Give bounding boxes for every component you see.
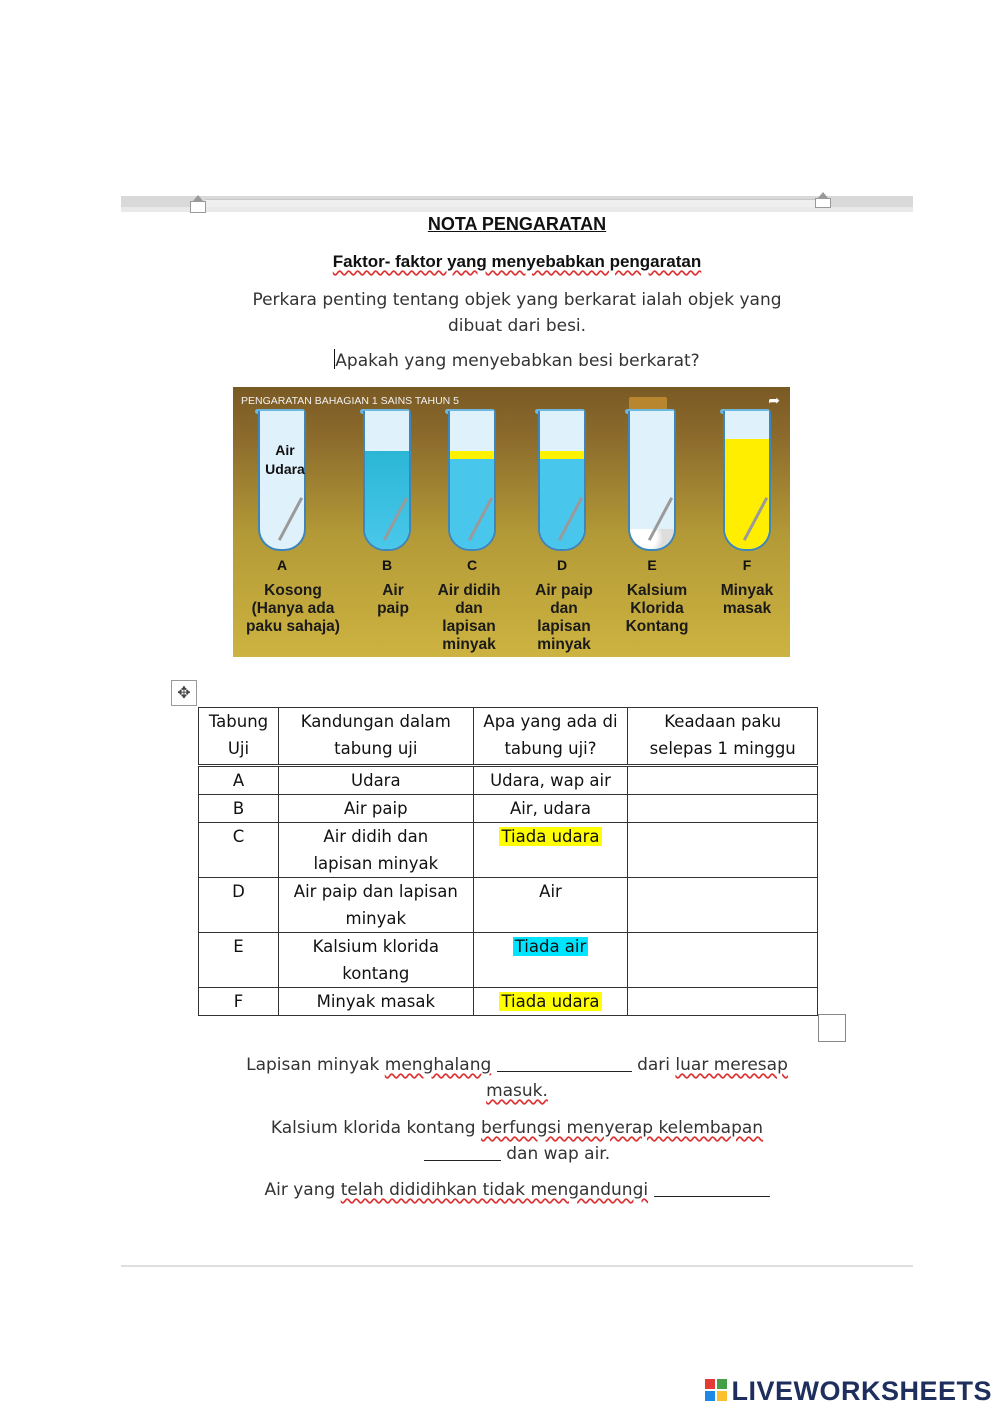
video-title: PENGARATAN BAHAGIAN 1 SAINS TAHUN 5 — [241, 395, 460, 407]
tube-c-label: Air didih dan lapisan minyak — [437, 582, 501, 653]
logo-text: LIVEWORKSHEETS — [731, 1376, 992, 1406]
answer-blank[interactable] — [424, 1144, 501, 1161]
question-line — [121, 348, 913, 374]
table-row — [199, 878, 818, 933]
table-row — [199, 766, 818, 795]
header-state: Keadaan paku selepas 1 minggu — [628, 708, 818, 766]
cell-state[interactable] — [628, 823, 818, 878]
fill-in-sentence-1 — [121, 1052, 913, 1104]
experiment-table — [198, 707, 818, 1016]
sentence-text: Air yang — [264, 1180, 336, 1200]
tube-d-label: Air paip dan lapisan minyak — [535, 582, 593, 653]
table-row — [199, 795, 818, 823]
tube-c — [448, 411, 496, 551]
tube-letter: C — [466, 557, 478, 573]
cell-state[interactable] — [628, 795, 818, 823]
liveworksheets-logo-icon — [705, 1379, 729, 1403]
cell-content: Minyak masak — [278, 988, 473, 1016]
cell-present: Air, udara — [473, 795, 628, 823]
tube-letter: D — [556, 557, 568, 573]
table-row — [199, 988, 818, 1016]
tube-letter: B — [381, 557, 393, 573]
tube-f — [723, 411, 771, 551]
table-header-row — [199, 708, 818, 766]
cell-content: Udara — [278, 766, 473, 795]
cell-content: Kalsium klorida kontang — [278, 933, 473, 988]
fill-in-sentence-2 — [121, 1115, 913, 1167]
tube-e-label: Kalsium Klorida Kontang — [625, 582, 689, 635]
table-move-icon[interactable]: ✥ — [171, 680, 197, 706]
nail-icon — [278, 497, 303, 541]
highlight-no-water: Tiada air — [514, 937, 587, 956]
cell-content: Air paip — [278, 795, 473, 823]
spelling-flagged-word: luar meresap — [675, 1055, 788, 1075]
cell-state[interactable] — [628, 988, 818, 1016]
cell-tube: D — [199, 878, 279, 933]
tube-letter: A — [276, 557, 288, 573]
tube-f-label: Minyak masak — [720, 582, 774, 617]
intro-line-2: dibuat dari besi. — [447, 316, 587, 336]
tube-b — [363, 411, 411, 551]
intro-line-1: Perkara penting tentang objek yang berkarat ialah objek yang — [252, 290, 782, 310]
cell-present — [473, 933, 628, 988]
oil-layer — [540, 451, 584, 459]
cell-tube: B — [199, 795, 279, 823]
cell-present: Air — [473, 878, 628, 933]
page-subtitle: Faktor- faktor yang menyebabkan pengaratan — [332, 252, 702, 271]
tube-b-label: Air paip — [377, 582, 409, 617]
sentence-text: dan wap air. — [506, 1144, 611, 1164]
header-present: Apa yang ada di tabung uji? — [473, 708, 628, 766]
share-icon[interactable]: ➦ — [768, 393, 780, 409]
cell-content: Air didih dan lapisan minyak — [278, 823, 473, 878]
page-title: NOTA PENGARATAN — [427, 214, 607, 234]
cell-present: Udara, wap air — [473, 766, 628, 795]
highlight-no-air: Tiada udara — [501, 827, 600, 846]
cell-state[interactable] — [628, 933, 818, 988]
spelling-flagged-word: menghalang — [384, 1055, 492, 1075]
spelling-flagged-word: berfungsi menyerap kelembapan — [480, 1118, 764, 1138]
intro-paragraph — [121, 287, 913, 339]
sentence-text: dari — [637, 1055, 670, 1075]
cell-state[interactable] — [628, 766, 818, 795]
page-footer-line — [121, 1265, 913, 1267]
tube-letter: F — [742, 557, 752, 573]
cell-tube: A — [199, 766, 279, 795]
right-indent-marker[interactable] — [815, 198, 831, 208]
spelling-flagged-word: masuk. — [486, 1081, 548, 1101]
liveworksheets-logo[interactable] — [705, 1376, 992, 1407]
test-tube-figure[interactable] — [233, 387, 790, 657]
cell-tube: F — [199, 988, 279, 1016]
cell-present — [473, 988, 628, 1016]
cell-present — [473, 823, 628, 878]
answer-blank[interactable] — [654, 1180, 770, 1197]
highlight-no-air: Tiada udara — [501, 992, 600, 1011]
table-row — [199, 823, 818, 878]
ruler-bottom-band — [121, 207, 913, 212]
cell-state[interactable] — [628, 878, 818, 933]
oil-layer — [450, 451, 494, 459]
table-resize-handle[interactable] — [818, 1014, 846, 1042]
spelling-flagged-word: telah dididihkan tidak mengandungi — [340, 1180, 649, 1200]
cell-content: Air paip dan lapisan minyak — [278, 878, 473, 933]
tube-a-inner-label: Air Udara — [265, 442, 305, 477]
tube-e — [628, 411, 676, 551]
tube-a — [258, 411, 306, 551]
sentence-text: Lapisan minyak — [246, 1055, 380, 1075]
sentence-text: Kalsium klorida kontang — [270, 1118, 476, 1138]
table-row — [199, 933, 818, 988]
header-tube: Tabung Uji — [199, 708, 279, 766]
cell-tube: C — [199, 823, 279, 878]
question-text: Apakah yang menyebabkan besi berkarat? — [335, 351, 700, 371]
left-indent-marker[interactable] — [190, 201, 206, 213]
answer-blank[interactable] — [497, 1055, 632, 1072]
fill-in-sentence-3 — [121, 1177, 913, 1203]
tube-d — [538, 411, 586, 551]
tube-letter: E — [647, 557, 657, 573]
tube-a-label: Kosong (Hanya ada paku sahaja) — [246, 582, 340, 635]
header-content: Kandungan dalam tabung uji — [278, 708, 473, 766]
cell-tube: E — [199, 933, 279, 988]
